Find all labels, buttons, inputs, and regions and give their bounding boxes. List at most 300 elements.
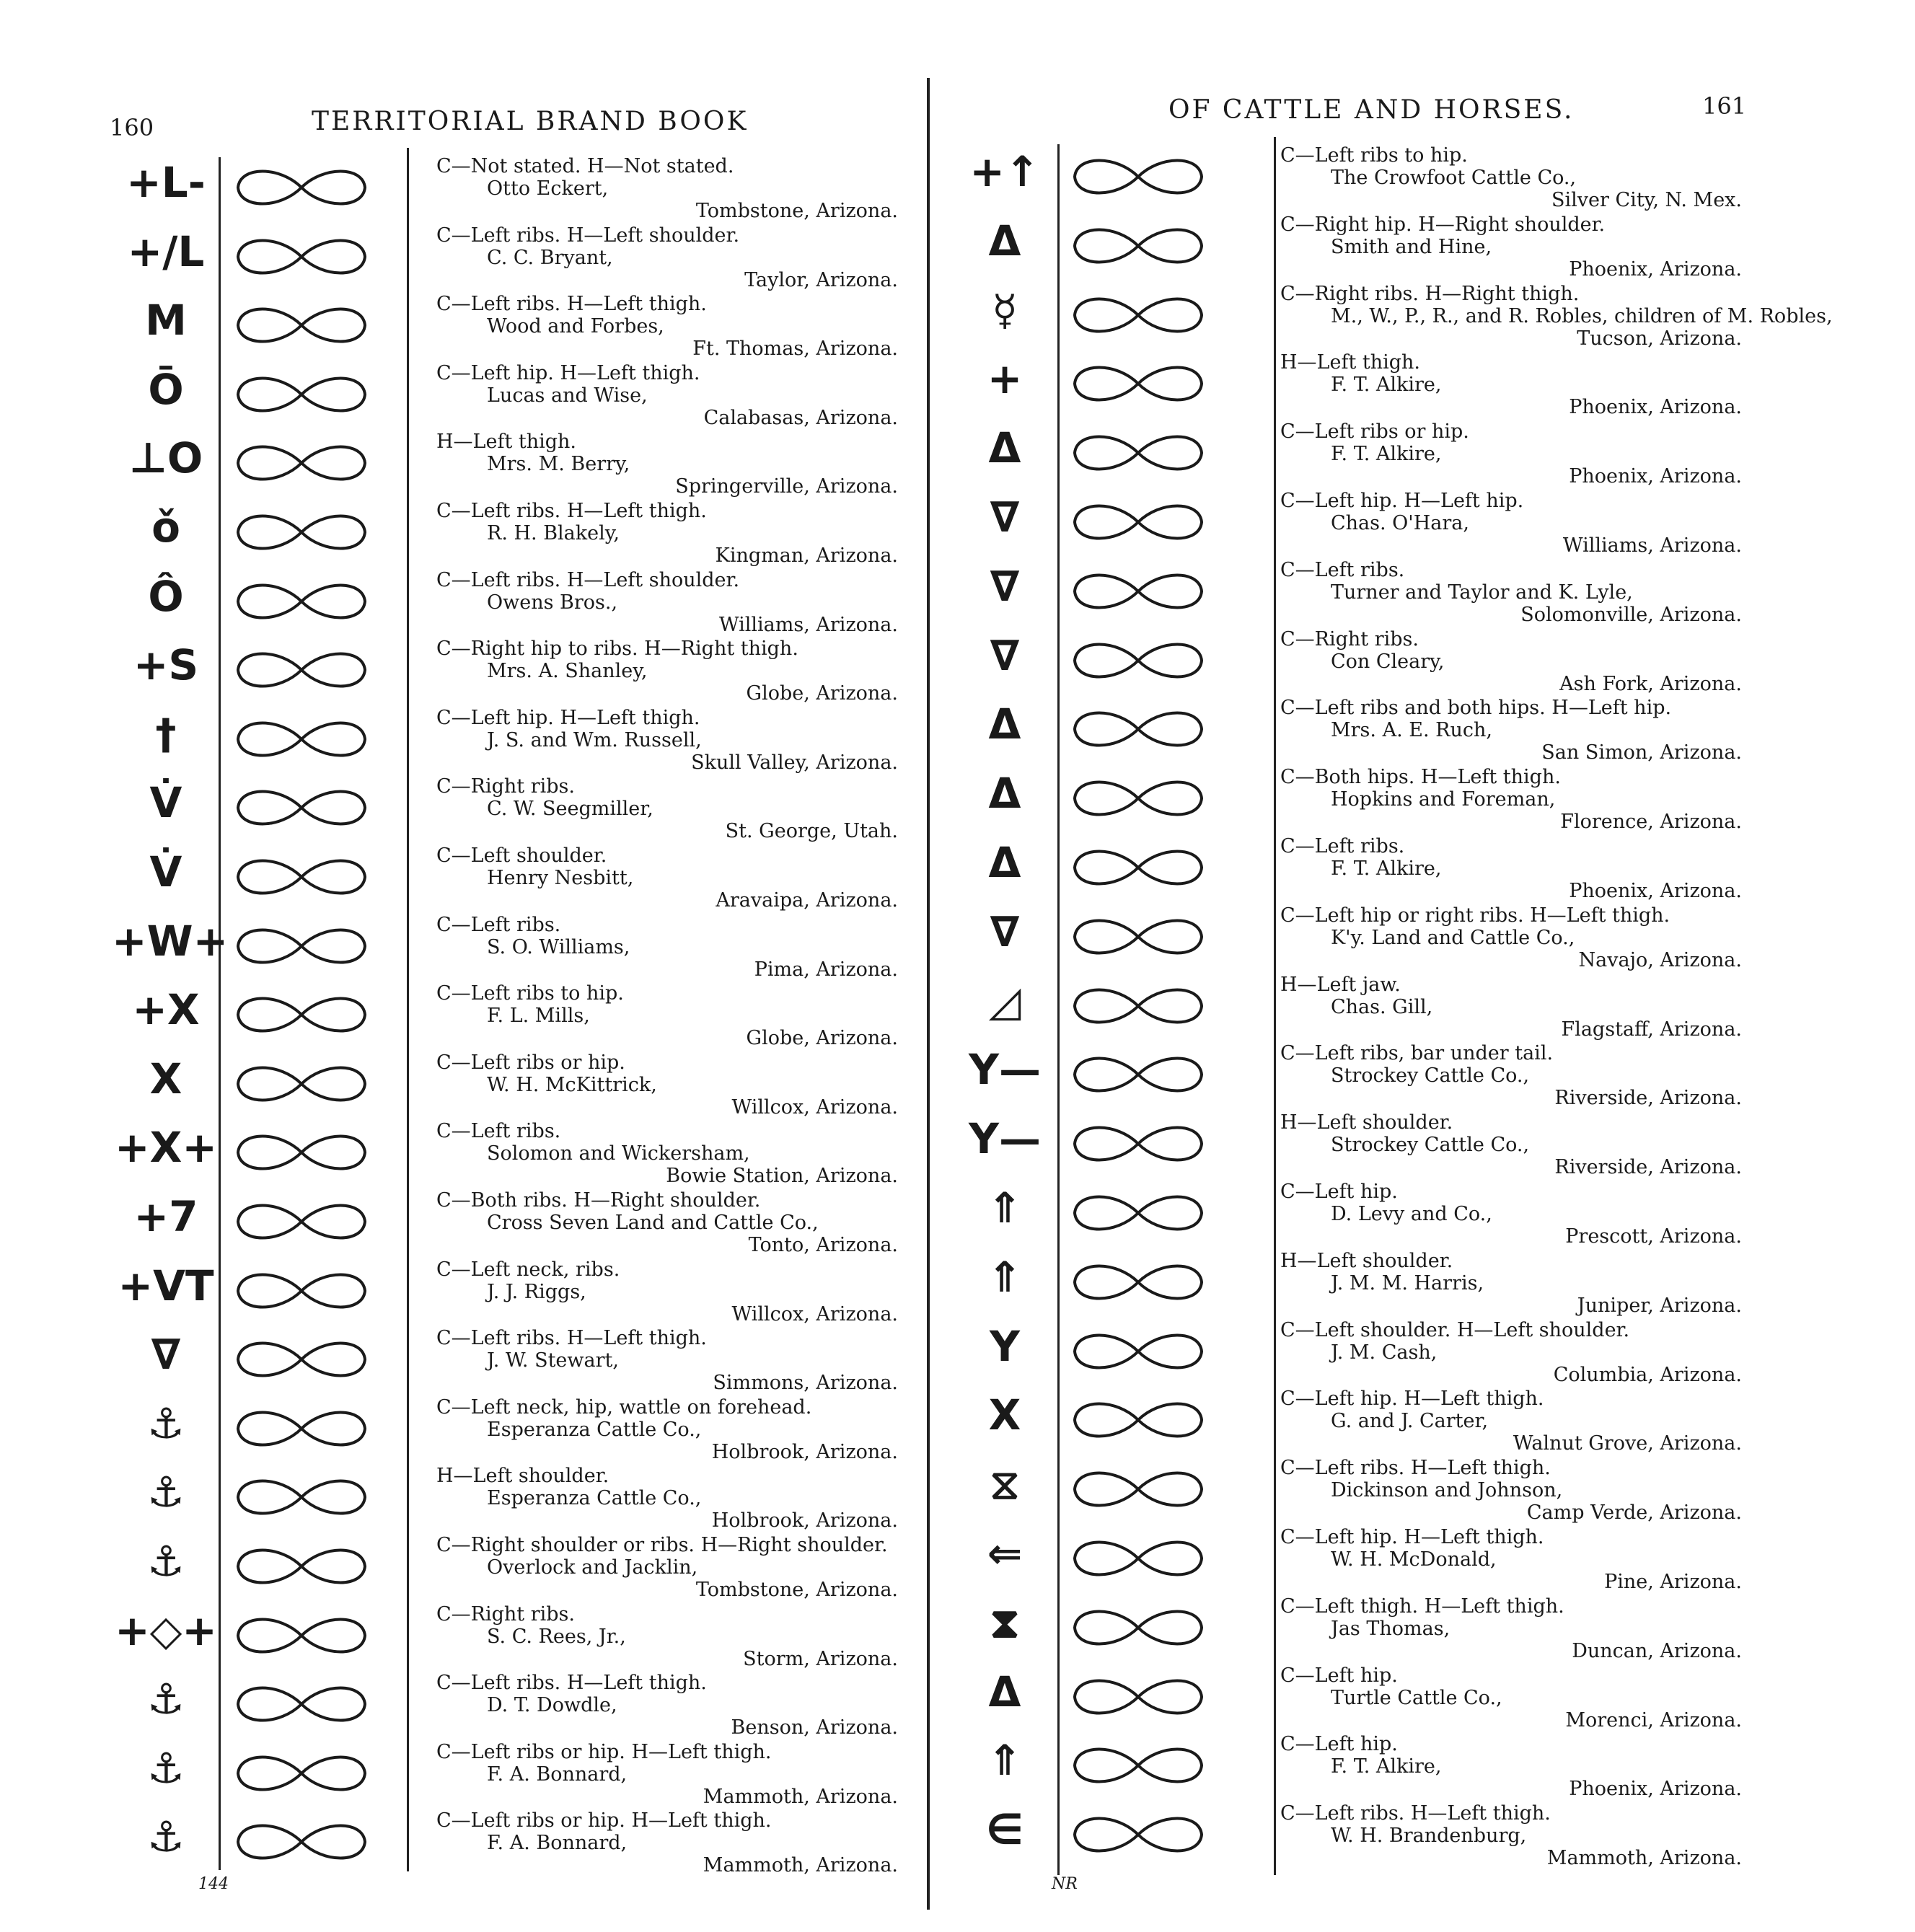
entry-marks: H—Left thigh. bbox=[1280, 351, 1421, 374]
entry-owner: W. H. McDonald, bbox=[1331, 1548, 1497, 1571]
earmark-icon bbox=[1066, 773, 1210, 824]
earmark-icon bbox=[229, 782, 374, 833]
brand-symbol: ⧗ bbox=[990, 1597, 1020, 1647]
brand-entry bbox=[436, 224, 898, 291]
entry-marks: C—Left hip or right ribs. H—Left thigh. bbox=[1280, 904, 1670, 927]
earmark-icon bbox=[1066, 1602, 1210, 1653]
entry-marks: C—Right ribs. bbox=[436, 1602, 575, 1626]
entry-owner: R. H. Blakely, bbox=[487, 522, 620, 544]
entry-owner: Henry Nesbitt, bbox=[487, 867, 634, 889]
brand-entry bbox=[436, 1051, 898, 1119]
brand-entry bbox=[1280, 766, 1742, 833]
entry-place: Solomonville, Arizona. bbox=[1520, 603, 1742, 626]
entry-place: Morenci, Arizona. bbox=[1565, 1708, 1742, 1732]
entry-owner: J. J. Riggs, bbox=[487, 1280, 586, 1303]
brand-entry bbox=[1280, 1802, 1742, 1869]
entry-place: Phoenix, Arizona. bbox=[1569, 257, 1742, 281]
page-number-right: 161 bbox=[1702, 92, 1747, 120]
brand-entry bbox=[436, 707, 898, 774]
brand-symbol: ⚓ bbox=[147, 1675, 185, 1724]
entry-owner: Lucas and Wise, bbox=[487, 384, 648, 407]
brand-entry bbox=[1280, 1250, 1742, 1317]
brand-symbol: +X bbox=[132, 985, 200, 1035]
entry-place: Flagstaff, Arizona. bbox=[1561, 1018, 1742, 1041]
brand-entry bbox=[1280, 1388, 1742, 1455]
entry-owner: Mrs. A. Shanley, bbox=[487, 660, 648, 683]
brand-entry bbox=[436, 1603, 898, 1670]
brand-entry bbox=[1280, 1733, 1742, 1800]
entry-place: Storm, Arizona. bbox=[743, 1647, 898, 1670]
entry-marks: C—Left hip. bbox=[1280, 1733, 1398, 1756]
earmark-icon bbox=[1066, 151, 1210, 202]
bottom-mark-left: 144 bbox=[198, 1875, 229, 1893]
entry-owner: S. O. Williams, bbox=[487, 935, 630, 958]
brand-symbol: ⊥O bbox=[128, 433, 203, 483]
brand-symbol: Δ bbox=[988, 1667, 1021, 1716]
brand-entry bbox=[436, 1809, 898, 1876]
brand-entry bbox=[436, 1120, 898, 1187]
earmark-icon bbox=[229, 300, 374, 350]
entry-place: Taylor, Arizona. bbox=[744, 268, 898, 291]
entry-place: Simmons, Arizona. bbox=[713, 1372, 898, 1395]
brand-symbol: X bbox=[988, 1390, 1021, 1440]
entry-owner: Smith and Hine, bbox=[1331, 235, 1492, 258]
brand-symbol: +7 bbox=[133, 1192, 198, 1241]
earmark-icon bbox=[1066, 1326, 1210, 1377]
entry-marks: C—Both ribs. H—Right shoulder. bbox=[436, 1189, 761, 1212]
entry-marks: C—Left ribs. H—Left thigh. bbox=[436, 500, 707, 522]
entry-place: Holbrook, Arizona. bbox=[711, 1509, 898, 1532]
entry-place: Tombstone, Arizona. bbox=[695, 1579, 898, 1601]
brand-symbol: ☿ bbox=[992, 285, 1018, 335]
earmark-icon bbox=[229, 852, 374, 902]
brand-symbol: ◿ bbox=[988, 976, 1021, 1025]
earmark-icon bbox=[1066, 428, 1210, 478]
entry-owner: Dickinson and Johnson, bbox=[1331, 1479, 1563, 1502]
brand-symbol: +L- bbox=[126, 158, 206, 207]
brand-symbol: V̇ bbox=[149, 847, 182, 896]
entry-place: San Simon, Arizona. bbox=[1541, 741, 1742, 764]
entry-marks: C—Left ribs. bbox=[436, 913, 561, 936]
entry-marks: C—Left ribs or hip. H—Left thigh. bbox=[436, 1809, 772, 1832]
earmark-icon bbox=[1066, 1188, 1210, 1238]
entry-owner: Turner and Taylor and K. Lyle, bbox=[1331, 581, 1633, 604]
earmark-icon bbox=[1066, 1049, 1210, 1100]
earmark-icon bbox=[229, 1748, 374, 1799]
entry-marks: C—Left ribs and both hips. H—Left hip. bbox=[1280, 697, 1672, 720]
entry-place: Silver City, N. Mex. bbox=[1551, 189, 1742, 211]
entry-owner: G. and J. Carter, bbox=[1331, 1410, 1489, 1433]
earmark-icon bbox=[1066, 1809, 1210, 1860]
brand-symbol: Δ bbox=[988, 216, 1021, 265]
brand-entry bbox=[1280, 282, 1833, 350]
brand-symbol: ∇ bbox=[990, 907, 1020, 956]
entry-owner: Mrs. A. E. Ruch, bbox=[1331, 719, 1492, 742]
entry-place: Bowie Station, Arizona. bbox=[666, 1165, 898, 1188]
entry-place: Ash Fork, Arizona. bbox=[1559, 672, 1742, 695]
brand-symbol: ⚓ bbox=[147, 1537, 185, 1586]
entry-owner: Hopkins and Foreman, bbox=[1331, 788, 1556, 811]
brand-symbol: +VT bbox=[118, 1261, 214, 1310]
brand-entry bbox=[1280, 1664, 1742, 1732]
earmark-icon bbox=[1066, 497, 1210, 547]
entry-marks: C—Left neck, hip, wattle on forehead. bbox=[436, 1395, 812, 1419]
brand-symbol: ∇ bbox=[151, 1330, 181, 1380]
entry-owner: W. H. McKittrick, bbox=[487, 1073, 657, 1096]
entry-place: Camp Verde, Arizona. bbox=[1526, 1501, 1742, 1525]
entry-marks: C—Left ribs or hip. bbox=[436, 1051, 625, 1074]
entry-marks: H—Left shoulder. bbox=[1280, 1111, 1453, 1134]
brand-entry bbox=[1280, 835, 1742, 902]
brand-symbol: +S bbox=[133, 640, 199, 690]
brand-symbol: ∇ bbox=[990, 561, 1020, 611]
brand-entry bbox=[436, 982, 898, 1049]
entry-owner: F. A. Bonnard, bbox=[487, 1763, 628, 1786]
entry-place: Globe, Arizona. bbox=[746, 1027, 898, 1050]
entry-place: Riverside, Arizona. bbox=[1554, 1087, 1742, 1110]
brand-symbol: Δ bbox=[988, 838, 1021, 887]
entry-marks: C—Left hip. H—Left thigh. bbox=[1280, 1526, 1544, 1548]
entry-place: Tombstone, Arizona. bbox=[695, 200, 898, 222]
entry-marks: C—Left neck, ribs. bbox=[436, 1258, 620, 1281]
earmark-icon bbox=[229, 1610, 374, 1661]
brand-entry bbox=[436, 914, 898, 981]
brand-entry bbox=[1280, 1181, 1742, 1248]
earmark-icon bbox=[229, 1817, 374, 1867]
brand-entry bbox=[1280, 1457, 1742, 1524]
earmark-icon bbox=[229, 1196, 374, 1247]
earmark-icon bbox=[1066, 1740, 1210, 1791]
entry-place: St. George, Utah. bbox=[725, 820, 898, 843]
entry-owner: C. W. Seegmiller, bbox=[487, 798, 653, 821]
entry-marks: C—Left ribs. H—Left thigh. bbox=[1280, 1457, 1551, 1480]
entry-owner: F. L. Mills, bbox=[487, 1005, 590, 1028]
brand-symbol: Δ bbox=[988, 769, 1021, 819]
entry-place: Kingman, Arizona. bbox=[715, 544, 898, 567]
brand-symbol: ∇ bbox=[990, 493, 1020, 542]
brand-symbol: ⧖ bbox=[990, 1460, 1020, 1509]
entry-place: Phoenix, Arizona. bbox=[1569, 1778, 1742, 1801]
brand-symbol: † bbox=[155, 709, 177, 759]
entry-owner: Solomon and Wickersham, bbox=[487, 1142, 750, 1165]
earmark-icon bbox=[1066, 704, 1210, 754]
brand-symbol: ⇑ bbox=[987, 1183, 1023, 1232]
entry-marks: C—Right hip. H—Right shoulder. bbox=[1280, 213, 1606, 236]
entry-place: Pima, Arizona. bbox=[754, 958, 898, 981]
entry-marks: C—Left shoulder. bbox=[436, 844, 607, 867]
brand-symbol: ⚓ bbox=[147, 1398, 185, 1448]
entry-owner: Con Cleary, bbox=[1331, 650, 1445, 673]
earmark-icon bbox=[229, 1679, 374, 1729]
brand-symbol: ∈ bbox=[986, 1805, 1023, 1855]
earmark-icon bbox=[1066, 290, 1210, 340]
entry-place: Williams, Arizona. bbox=[718, 613, 898, 636]
entry-marks: H—Left shoulder. bbox=[1280, 1249, 1453, 1272]
earmark-icon bbox=[1066, 566, 1210, 617]
entry-place: Columbia, Arizona. bbox=[1553, 1363, 1742, 1386]
earmark-icon bbox=[1066, 1672, 1210, 1722]
entry-owner: J. M. Cash, bbox=[1331, 1341, 1438, 1364]
earmark-icon bbox=[1066, 1464, 1210, 1514]
entry-marks: C—Left hip. H—Left thigh. bbox=[1280, 1388, 1544, 1411]
earmark-icon bbox=[229, 1127, 374, 1178]
earmark-icon bbox=[1066, 1533, 1210, 1584]
earmark-icon bbox=[229, 1403, 374, 1454]
brand-entry bbox=[1280, 559, 1742, 626]
brand-entry bbox=[1280, 1111, 1742, 1178]
entry-place: Willcox, Arizona. bbox=[731, 1302, 898, 1326]
entry-owner: F. T. Alkire, bbox=[1331, 1755, 1442, 1778]
brand-symbol: ⇐ bbox=[987, 1529, 1023, 1578]
entry-place: Phoenix, Arizona. bbox=[1569, 880, 1742, 902]
brand-symbol: +◇+ bbox=[115, 1605, 217, 1655]
brand-symbol: Ô bbox=[148, 571, 184, 621]
entry-marks: C—Right hip to ribs. H—Right thigh. bbox=[436, 638, 798, 661]
entry-place: Walnut Grove, Arizona. bbox=[1513, 1432, 1742, 1455]
entry-marks: C—Left hip. bbox=[1280, 1181, 1398, 1203]
entry-owner: Wood and Forbes, bbox=[487, 315, 664, 338]
brand-symbol: ǒ bbox=[151, 503, 180, 552]
brand-entry bbox=[1280, 697, 1742, 764]
brand-symbol: ⚓ bbox=[147, 1743, 185, 1793]
entry-owner: Esperanza Cattle Co., bbox=[487, 1418, 702, 1441]
brand-symbol: Y— bbox=[969, 1114, 1041, 1164]
brand-symbol: X bbox=[149, 1054, 182, 1103]
earmark-icon bbox=[1066, 635, 1210, 686]
entry-place: Florence, Arizona. bbox=[1560, 811, 1742, 834]
entry-owner: F. T. Alkire, bbox=[1331, 374, 1442, 397]
entry-owner: J. W. Stewart, bbox=[487, 1349, 619, 1372]
entry-owner: F. T. Alkire, bbox=[1331, 443, 1442, 466]
entry-owner: W. H. Brandenburg, bbox=[1331, 1825, 1527, 1848]
entry-place: Aravaipa, Arizona. bbox=[716, 889, 898, 912]
page-header-left: TERRITORIAL BRAND BOOK bbox=[312, 107, 749, 136]
brand-entry bbox=[1280, 213, 1742, 281]
entry-owner: The Crowfoot Cattle Co., bbox=[1331, 167, 1577, 189]
brand-entry bbox=[436, 362, 898, 429]
entry-marks: C—Left ribs, bar under tail. bbox=[1280, 1042, 1554, 1065]
earmark-icon bbox=[229, 162, 374, 213]
brand-entry bbox=[436, 1672, 898, 1739]
earmark-icon bbox=[229, 1334, 374, 1385]
entry-owner: J. S. and Wm. Russell, bbox=[487, 728, 702, 751]
entry-marks: C—Left ribs or hip. H—Left thigh. bbox=[436, 1740, 772, 1763]
brand-symbol: Y bbox=[990, 1321, 1020, 1371]
brand-symbol: ⇑ bbox=[987, 1252, 1023, 1302]
entry-owner: Jas Thomas, bbox=[1331, 1617, 1450, 1640]
earmark-icon bbox=[229, 989, 374, 1040]
entry-marks: C—Both hips. H—Left thigh. bbox=[1280, 766, 1561, 789]
left-text-column-rule bbox=[407, 148, 409, 1871]
brand-symbol: Δ bbox=[988, 423, 1021, 473]
entry-owner: Strockey Cattle Co., bbox=[1331, 1134, 1530, 1157]
brand-entry bbox=[1280, 144, 1742, 211]
entry-owner: Mrs. M. Berry, bbox=[487, 453, 630, 476]
brand-entry bbox=[1280, 1042, 1742, 1109]
entry-place: Springerville, Arizona. bbox=[675, 475, 898, 498]
earmark-icon bbox=[1066, 981, 1210, 1031]
entry-marks: C—Left ribs. bbox=[1280, 835, 1405, 857]
earmark-icon bbox=[229, 576, 374, 627]
entry-place: Pine, Arizona. bbox=[1604, 1571, 1742, 1593]
earmark-icon bbox=[229, 438, 374, 488]
entry-marks: C—Left ribs. H—Left thigh. bbox=[1280, 1802, 1551, 1825]
entry-owner: Esperanza Cattle Co., bbox=[487, 1487, 702, 1510]
entry-place: Holbrook, Arizona. bbox=[711, 1440, 898, 1463]
entry-place: Mammoth, Arizona. bbox=[703, 1854, 898, 1877]
earmark-icon bbox=[1066, 1257, 1210, 1307]
entry-owner: F. T. Alkire, bbox=[1331, 857, 1442, 880]
entry-marks: H—Left thigh. bbox=[436, 431, 577, 454]
entry-marks: C—Left shoulder. H—Left shoulder. bbox=[1280, 1318, 1630, 1341]
gutter-rule bbox=[927, 78, 930, 1910]
brand-entry bbox=[436, 1189, 898, 1256]
entry-owner: M., W., P., R., and R. Robles, children of M. Robles, bbox=[1331, 304, 1833, 327]
right-text-column-rule bbox=[1274, 137, 1276, 1875]
brand-entry bbox=[436, 844, 898, 912]
entry-owner: F. A. Bonnard, bbox=[487, 1832, 628, 1855]
brand-entry bbox=[436, 638, 898, 705]
entry-owner: Owens Bros., bbox=[487, 591, 618, 614]
entry-place: Willcox, Arizona. bbox=[731, 1095, 898, 1119]
entry-owner: S. C. Rees, Jr., bbox=[487, 1625, 626, 1648]
entry-place: Skull Valley, Arizona. bbox=[691, 751, 898, 774]
entry-marks: C—Left ribs or hip. bbox=[1280, 420, 1469, 444]
brand-entry bbox=[436, 1258, 898, 1326]
entry-marks: C—Left ribs to hip. bbox=[1280, 144, 1468, 167]
brand-entry bbox=[1280, 420, 1742, 488]
entry-owner: D. Levy and Co., bbox=[1331, 1203, 1492, 1225]
brand-entry bbox=[436, 775, 898, 842]
entry-place: Phoenix, Arizona. bbox=[1569, 465, 1742, 488]
page-number-left: 160 bbox=[110, 114, 154, 141]
entry-marks: C—Left ribs. H—Left shoulder. bbox=[436, 224, 740, 247]
brand-entry bbox=[1280, 1319, 1742, 1386]
entry-marks: C—Right ribs. H—Right thigh. bbox=[1280, 282, 1580, 305]
entry-owner: D. T. Dowdle, bbox=[487, 1694, 617, 1717]
brand-entry bbox=[1280, 628, 1742, 695]
brand-symbol: ⚓ bbox=[147, 1812, 185, 1862]
earmark-icon bbox=[229, 1059, 374, 1109]
bottom-mark-right: NR bbox=[1052, 1875, 1078, 1893]
brand-entry bbox=[1280, 1526, 1742, 1593]
brand-entry bbox=[1280, 1595, 1742, 1662]
entry-marks: C—Left hip. H—Left thigh. bbox=[436, 706, 700, 729]
brand-entry bbox=[436, 1396, 898, 1463]
entry-place: Ft. Thomas, Arizona. bbox=[692, 338, 898, 361]
entry-place: Phoenix, Arizona. bbox=[1569, 396, 1742, 419]
entry-marks: C—Left ribs. H—Left thigh. bbox=[436, 1672, 707, 1695]
entry-marks: C—Right ribs. bbox=[436, 775, 575, 798]
entry-marks: C—Right shoulder or ribs. H—Right shoulder. bbox=[436, 1534, 888, 1556]
entry-marks: C—Left ribs. H—Left thigh. bbox=[436, 1327, 707, 1350]
brand-entry bbox=[436, 1327, 898, 1394]
earmark-icon bbox=[229, 369, 374, 420]
earmark-icon bbox=[229, 507, 374, 557]
entry-place: Navajo, Arizona. bbox=[1578, 948, 1742, 971]
entry-owner: Cross Seven Land and Cattle Co., bbox=[487, 1212, 819, 1234]
brand-symbol: Δ bbox=[988, 700, 1021, 749]
entry-marks: C—Not stated. H—Not stated. bbox=[436, 155, 734, 177]
brand-entry bbox=[436, 1534, 898, 1601]
entry-marks: C—Left ribs. H—Left thigh. bbox=[436, 293, 707, 316]
entry-place: Mammoth, Arizona. bbox=[703, 1785, 898, 1808]
brand-entry bbox=[436, 155, 898, 222]
entry-owner: J. M. M. Harris, bbox=[1331, 1271, 1484, 1294]
brand-entry bbox=[1280, 490, 1742, 557]
entry-owner: Overlock and Jacklin, bbox=[487, 1556, 698, 1579]
entry-marks: C—Left ribs to hip. bbox=[436, 982, 624, 1005]
brand-entry bbox=[1280, 974, 1742, 1041]
brand-symbol: ⇑ bbox=[987, 1736, 1023, 1786]
earmark-icon bbox=[229, 231, 374, 282]
brand-symbol: M bbox=[145, 296, 187, 345]
entry-place: Calabasas, Arizona. bbox=[703, 406, 898, 429]
brand-symbol: +↑ bbox=[969, 147, 1040, 196]
brand-entry bbox=[436, 500, 898, 567]
entry-marks: C—Left hip. bbox=[1280, 1664, 1398, 1687]
entry-place: Tucson, Arizona. bbox=[1577, 327, 1742, 350]
brand-symbol: ⚓ bbox=[147, 1468, 185, 1517]
entry-owner: Otto Eckert, bbox=[487, 177, 609, 200]
earmark-icon bbox=[1066, 1395, 1210, 1445]
earmark-icon bbox=[229, 1541, 374, 1592]
brand-symbol: +W+ bbox=[112, 916, 229, 966]
earmark-icon bbox=[1066, 842, 1210, 893]
entry-marks: C—Left hip. H—Left thigh. bbox=[436, 361, 700, 384]
entry-marks: H—Left shoulder. bbox=[436, 1465, 609, 1488]
earmark-icon bbox=[1066, 1119, 1210, 1169]
earmark-icon bbox=[1066, 221, 1210, 271]
earmark-icon bbox=[229, 714, 374, 764]
entry-marks: C—Left thigh. H—Left thigh. bbox=[1280, 1594, 1564, 1618]
brand-symbol: +X+ bbox=[115, 1123, 217, 1173]
entry-place: Benson, Arizona. bbox=[731, 1716, 898, 1739]
entry-owner: Chas. O'Hara, bbox=[1331, 512, 1469, 534]
entry-owner: Chas. Gill, bbox=[1331, 995, 1433, 1018]
brand-entry bbox=[436, 431, 898, 498]
brand-symbol: ∇ bbox=[990, 630, 1020, 680]
earmark-icon bbox=[1066, 358, 1210, 409]
entry-place: Riverside, Arizona. bbox=[1554, 1156, 1742, 1179]
brand-entry bbox=[436, 293, 898, 360]
entry-place: Mammoth, Arizona. bbox=[1546, 1847, 1742, 1870]
brand-entry bbox=[1280, 351, 1742, 418]
entry-owner: K'y. Land and Cattle Co., bbox=[1331, 926, 1575, 949]
brand-symbol: V̇ bbox=[149, 778, 182, 828]
brand-symbol: +/L bbox=[127, 226, 205, 276]
brand-entry bbox=[436, 1741, 898, 1808]
entry-place: Globe, Arizona. bbox=[746, 682, 898, 705]
entry-owner: Strockey Cattle Co., bbox=[1331, 1064, 1530, 1088]
entry-marks: C—Left ribs. H—Left shoulder. bbox=[436, 568, 740, 591]
brand-entry bbox=[1280, 904, 1742, 971]
earmark-icon bbox=[229, 921, 374, 971]
brand-entry bbox=[436, 569, 898, 636]
earmark-icon bbox=[229, 645, 374, 695]
entry-marks: C—Right ribs. bbox=[1280, 627, 1419, 650]
brand-symbol: Ō bbox=[148, 364, 184, 414]
brand-symbol: Y— bbox=[969, 1045, 1041, 1095]
entry-place: Prescott, Arizona. bbox=[1565, 1225, 1742, 1248]
entry-place: Juniper, Arizona. bbox=[1577, 1294, 1742, 1317]
earmark-icon bbox=[1066, 912, 1210, 962]
entry-marks: C—Left ribs. bbox=[436, 1120, 561, 1143]
entry-marks: C—Left hip. H—Left hip. bbox=[1280, 490, 1524, 512]
entry-marks: H—Left jaw. bbox=[1280, 973, 1401, 996]
entry-place: Duncan, Arizona. bbox=[1572, 1639, 1742, 1662]
entry-owner: Turtle Cattle Co., bbox=[1331, 1686, 1502, 1709]
